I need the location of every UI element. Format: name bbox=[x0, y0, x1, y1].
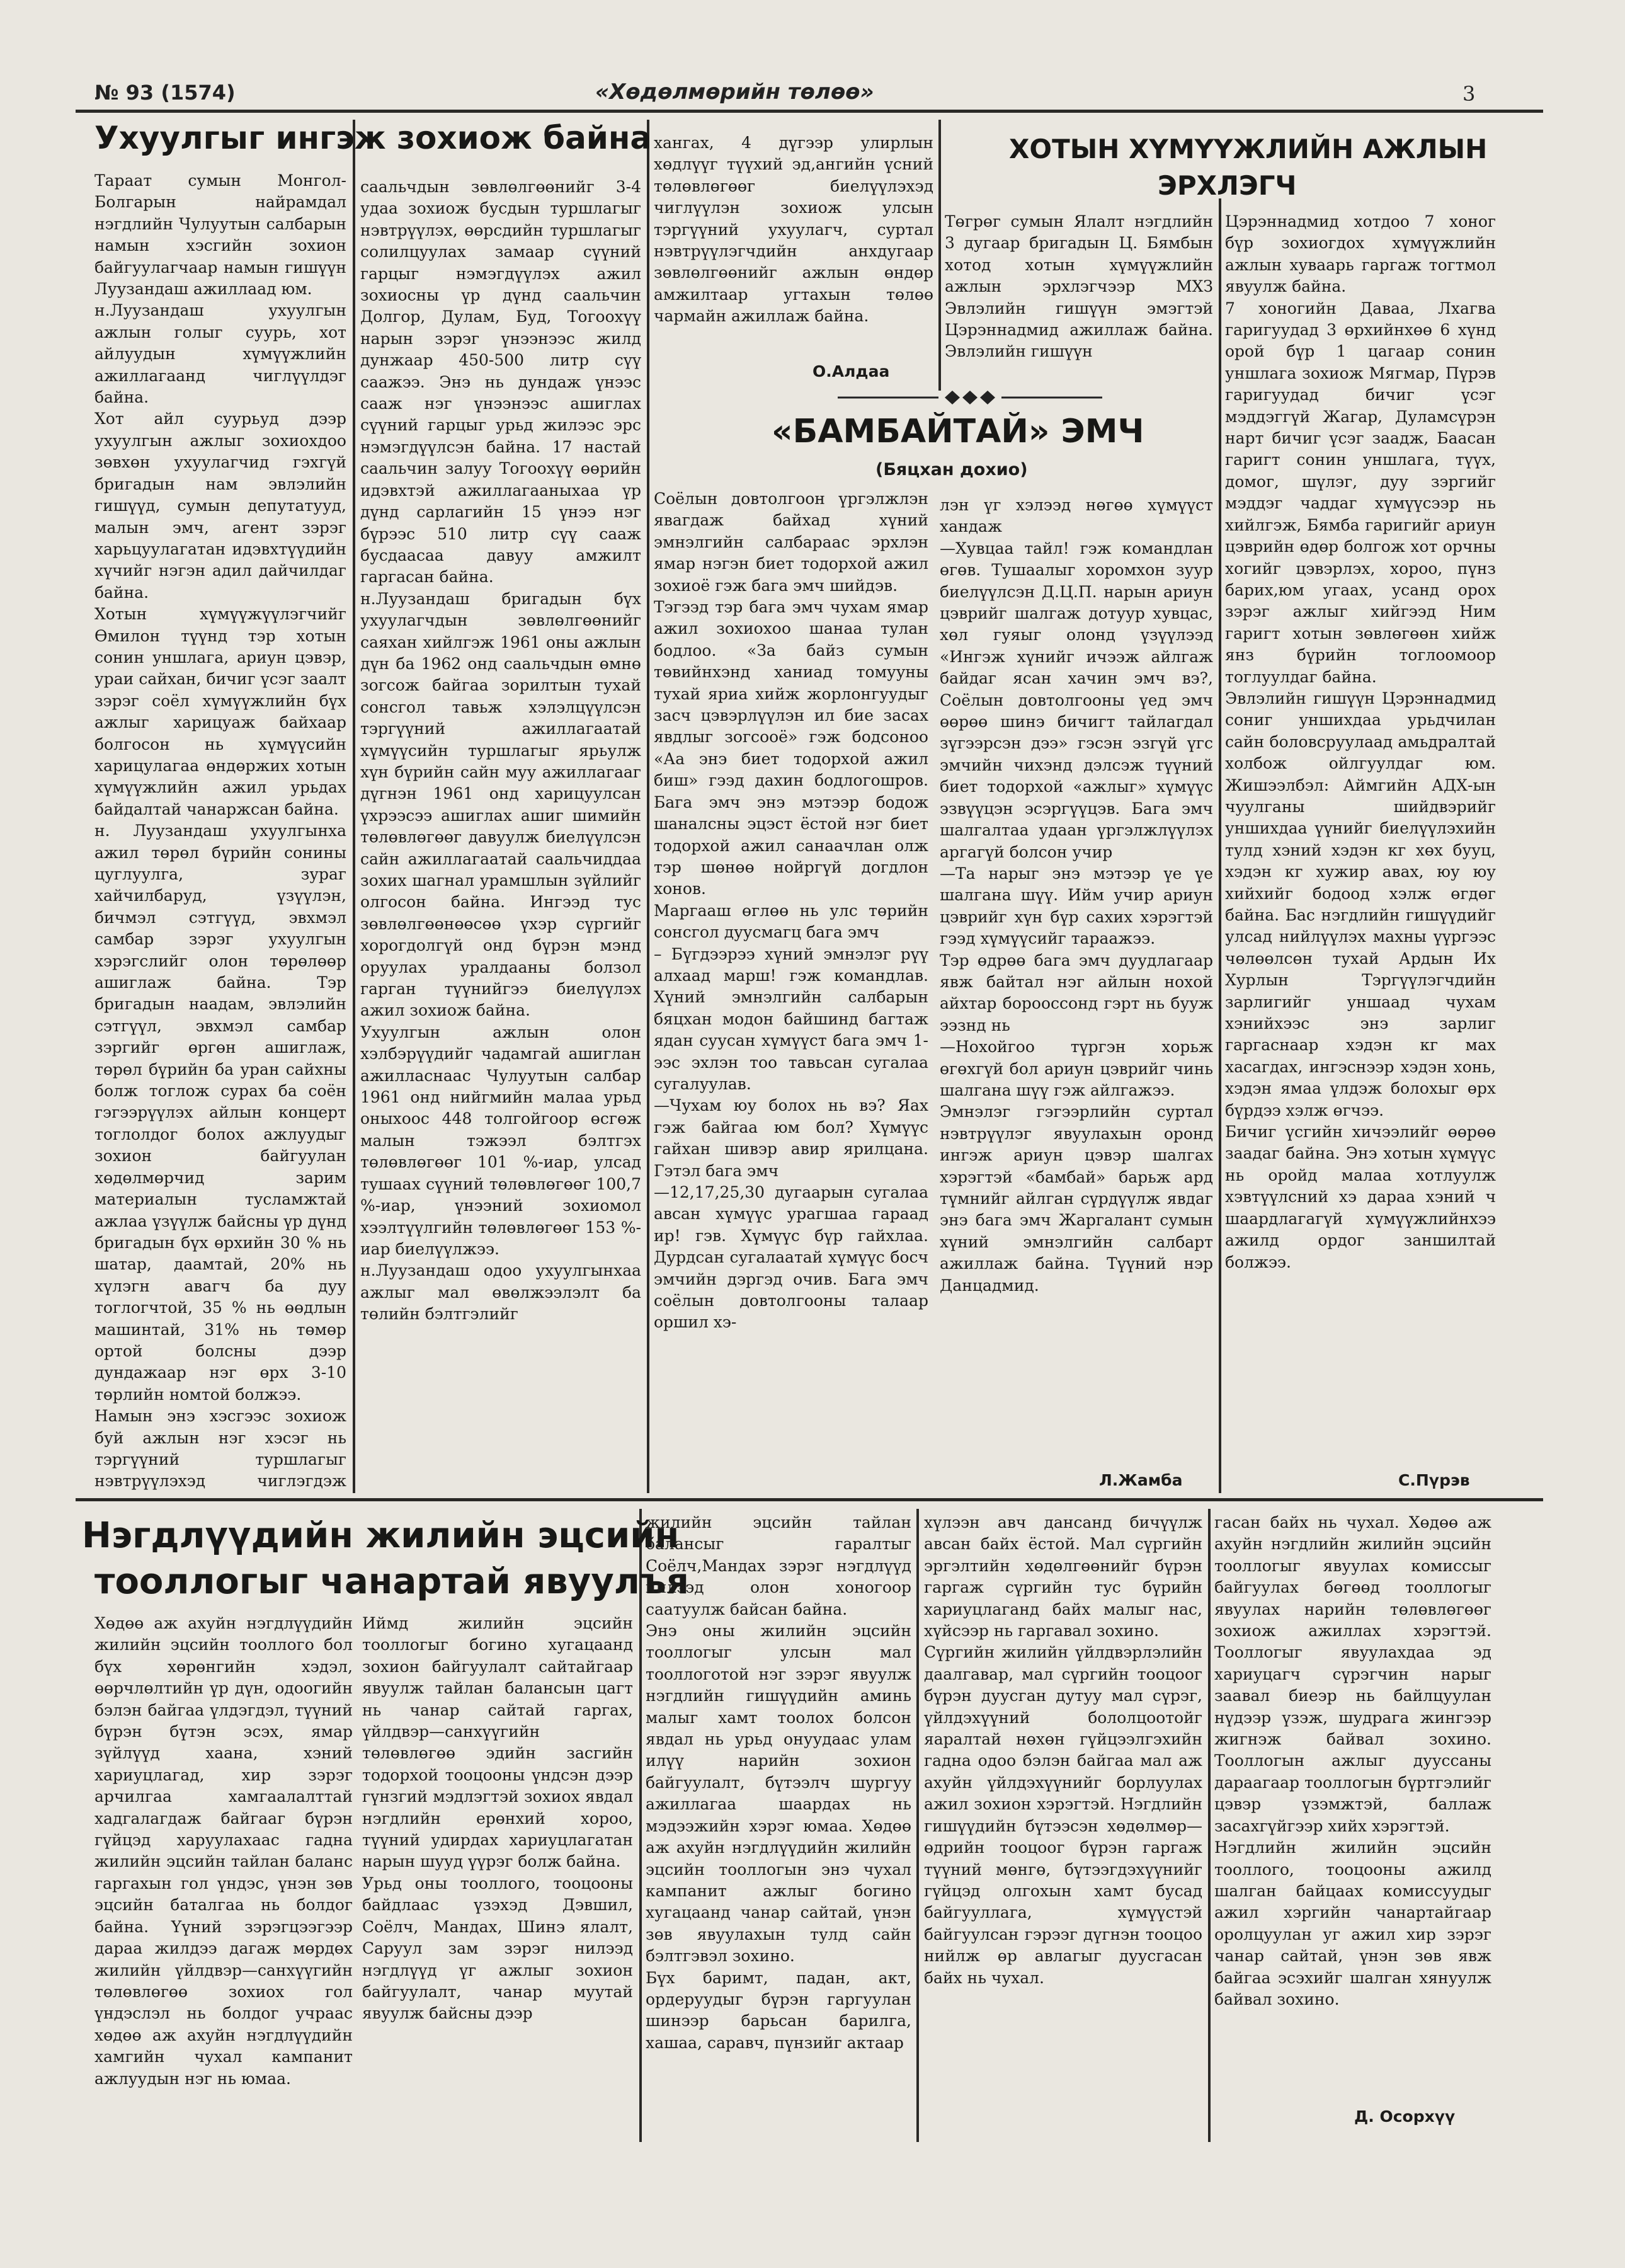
article-headline: ХОТЫН ХҮМҮҮЖЛИЙН АЖЛЫН bbox=[1009, 134, 1488, 164]
article-subhead: (Бяцхан дохио) bbox=[875, 460, 1028, 479]
article-signature: Д. Осорхүү bbox=[1354, 2107, 1456, 2126]
column-rule bbox=[1208, 1509, 1211, 2142]
article-text: Төгрөг сумын Ялалт нэгдлийн 3 дугаар бригадын Ц. Бямбын хотод хотын хүмүүжлийн ажлын эрхлэгчээр МХЗ Эвлэлийн гишүүн эмэгтэй Цэрэннадмид ажиллаж байна. Эвлэлийн гишүүн bbox=[945, 212, 1213, 361]
article-signature: О.Алдаа bbox=[812, 362, 890, 381]
section-rule bbox=[76, 1498, 1543, 1501]
article-text: саальчдын зөвлөлгөөнийг 3-4 удаа зохиож бусдын туршлагыг нэвтрүүлэх, өөрсдийн туршлагыг солилцуулах замаар сүүний гарцыг нэмэгдүүлэх ажил зохиосны үр дүнд саальчин Долгор, Дулам, Буд, Тогоохүү нарын зэрэг үнээнээс жилд дунжаар 450-500 литр сүү саажээ. Энэ нь дундаж үнээс сааж нэг үнээнээс ашиглах сүүний гарцыг урьд жилээс эрс нэмэгдүүлсэн байна. 17 настай саальчин залуу Тогоохүү өөрийн идэвхтэй ажиллагааныхаа үр дүнд сарлагийн 15 үнээ нэг бүрээс 510 литр сүү сааж бусдаасаа давуу амжилт гаргасан байна. н.Луузандаш бригадын бүх ухуулагчдын зөвлөлгөөнийг саяхан хийлгэж 1961 оны ажлын дүн ба 1962 онд саальчдын өмнө зогсож байгаа зорилтын тухай сонсгол тавьж хэлэлцүүлсэн тэргүүний ажиллагаатай хүмүүсийн туршлагыг ярьулж хүн бүрийн сайн муу ажиллагааг дүгнэн 1961 онд харицуулсан үхрээсээ ашиглах ашиг шимийн төлөвлөгөөг давуулж биелүүлсэн сайн ажиллагаатай саальчиддаа зохих шагнал урамшлын зүйлийг олгосон байна. Ингээд тус зөвлөлгөөнөөсөө үхэр сүргийг хорогдолгүй онд бүрэн мэнд оруулах уралдааны болзол гарган түүнийгээ биелүүлэх ажил зохиож байна. Ухуулгын ажлын олон хэлбэрүүдийг чадамгай ашиглан ажилласнаас Чулуутын салбар 1961 онд нийгмийн малаа урьд оныхоос 448 толгойгоор өсгөж малын тэжээл бэлтгэх төлөвлөгөөг 101 %-иар, улсад тушаах сүүний төлөвлөгөөг 100,7 %-иар, үнээний зохиомол хээлтүүлгийн төлөвлөгөөг 153 %-иар биелүүлжээ. н.Луузандаш одоо ухуулгынхаа ажлыг мал өвөлжээлэлт ба төлийн бэлтгэлийг bbox=[360, 178, 641, 1324]
article-text: Иймд жилийн эцсийн тооллогыг богино хугацаанд зохион байгуулалт сайтайгаар явуулж тайлан балансын цагт нь чанар сайтай гаргах, үйлдвэр—санхүүгийн төлөвлөгөө эдийн засгийн тодорхой тооцооны үндсэн дээр гүнзгий мэдлэгтэй зохиох явдал нэгдлийн ерөнхий хороо, түүний удирдах хариуцлагатан нарын шууд үүрэг болж байна. Урьд оны тооллого, тооцооны байдлаас үзэхэд Дэвшил, Соёлч, Мандах, Шинэ ялалт, Саруул зам зэрэг нилээд нэгдлүүд үг ажлыг зохион байгуулалт, чанар муутай явуулж байсны дээр bbox=[362, 1614, 633, 2023]
article-headline: ЭРХЛЭГЧ bbox=[1158, 170, 1297, 201]
page-number: 3 bbox=[1462, 82, 1476, 106]
article-signature: С.Пүрэв bbox=[1398, 1471, 1470, 1489]
article-signature: Л.Жамба bbox=[1099, 1471, 1183, 1489]
article-text: Тараат сумын Монгол-Болгарын найрамдал нэгдлийн Чулуутын салбарын намын хэсгийн зохион байгуулагчаар намын гишүүн Луузандаш ажиллаад юм. н.Луузандаш ухуулгын ажлын голыг суурь, хот айлуудын хүмүүжлийн ажиллагаанд чиглүүлдэг байна. Хот айл суурьуд дээр ухуулгын ажлыг зохиохдоо зөвхөн ухуулагчид гэхгүй бригадын нам эвлэлийн гишүүд, сумын депутатууд, малын эмч, агент зэрэг харьцуулагатан идэвхтүүдийн хүчийг нэгэн адил дайчилдаг байна. Хотын хүмүүжүүлэгчийг Өмилон түүнд тэр хотын сонин уншлага, ариун цэвэр, ураи сайхан, бичиг үсэг заалт зэрэг соёл хүмүүжлийн бүх ажлыг харицуаж байхаар болгосон нь хүмүүсийн харицулагаа өндөржих хотын хүмүүжлийн ажил урьдах байдалтай чанаржсан байна. н. Луузандаш ухуулгынха ажил төрөл бүрийн сонины цуглуулга, зураг хайчилбаруд, үзүүлэн, бичмэл сэтгүүд, эвхмэл самбар зэрэг ухуулгын хэрэгслийг олон төрөлөөр ашиглаж байна. Тэр бригадын наадам, эвлэлийн сэтгүүл, эвхмэл самбар зэргийг өргөн ашиглаж, төрөл бүрийн ба уран сайхны болж тоглож сурах ба соён гэгээрүүлэх айлын концерт тоглолдог болох ажлуудыг зохион байгуулан хөдөлмөрчид зарим материалын тусламжтай ажлаа үзүүлж байсны үр дүнд бригадын бүх өрхийн 30 % нь шатар, даамтай, 20% нь хүлэгн авагч ба дуу тоглогчтой, 35 % нь өөдлын машинтай, 31% нь төмөр ортой болсны дээр дундажаар нэг өрх 3-10 төрлийн номтой болжээ. Намын энэ хэсгээс зохиож буй ажлын нэг хэсэг нь тэргүүний туршлагыг нэвтрүүлэхэд чиглэгдэж bbox=[94, 171, 346, 1490]
article-text: Соёлын довтолгоон үргэлжлэн явагдаж байхад хүний эмнэлгийн салбараас эрхлэн ямар нэгэн биет тодорхой ажил зохиоё гэж бага эмч шийдэв. Тэгээд тэр бага эмч чухам ямар ажил зохиохоо шанаа тулан бодлоо. «За байз сумын төвийнхэнд ханиад томууны тухай яриа хийж жорлонгуудыг засч цэвэрлүүлэн ил бие засах явдлыг зогсооё» гэж бодсоноо «Аа энэ биет тодорхой ажил биш» гээд дахин бодлогошров. Бага эмч энэ мэтээр бодож шаналсны эцэст ёстой нэг биет тодорхой ажил санаачлан олж тэр шөнөө нойргүй догдлон хонов. Маргааш өглөө нь улс төрийн сонсгол дуусмагц бага эмч – Бүгдээрээ хүний эмнэлэг рүү алхаад марш! гэж командлав. Хүний эмнэлгийн салбарын бяцхан модон байшинд багтаж ядан суусан хүмүүст бага эмч 1-ээс эхлэн тоо тавьсан сугалаа сугалуулав. —Чухам юу болох нь вэ? Яах гэж байгаа юм бол? Хүмүүс гайхан шивэр авир ярилцана. Гэтэл бага эмч —12,17,25,30 дугаарын сугалаа авсан хүмүүс урагшаа гараад ир! гэв. Хүмүүс бүр гайхлаа. Дурдсан сугалаатай хүмүүс босч эмчийн дэргэд очив. Бага эмч соёлын довтолгооны талаар оршил хэ- bbox=[654, 490, 928, 1332]
article-text: Хөдөө аж ахуйн нэгдлүүдийн жилийн эцсийн тооллого бол бүх хөрөнгийн хэдэл, өөрчлөлтийн үр дүн, одоогийн бэлэн байгаа үлдэгдэл, түүний бүрэн бүтэн эсэх, ямар зүйлүүд хаана, хэний хариуцлагад, хир зэрэг арчилгаа хамгаалалттай хадгалагдаж байгааг бүрэн гүйцэд харуулахаас гадна жилийн эцсийн тайлан баланс гаргахын гол үндэс, үнэн зөв эцсийн баталгаа нь болдог байна. Үүний зэрэгцээгээр дараа жилдээ дагаж мөрдөх жилийн үйлдвэр—санхүүгийн төлөвлөгөө зохиох гол үндэслэл нь болдог учраас хөдөө аж ахуйн нэгдлүүдийн хамгийн чухал кампанит ажлуудын нэг нь юмаа. bbox=[94, 1614, 353, 2088]
article-headline: Нэгдлүүдийн жилийн эцсийн bbox=[82, 1515, 680, 1556]
article-text: гасан байх нь чухал. Хөдөө аж ахуйн нэгдлийн жилийн эцсийн тооллогыг явуулах комиссыг байгуулах бөгөөд тооллогыг явуулах нарийн төлөвлөгөөг зохиож ажиллах хэрэгтэй. Тооллогыг явуулахдаа эд хариуцагч сүрэгчин нарыг заавал биеэр нь байлцуулан нүдээр үзэж, шудрага жингээр жигнэж байвал зохино. Тооллогын ажлыг дууссаны дараагаар тооллогын бүртгэлийг цэвэр үзэмжтэй, баллаж засахгүйгээр хийх хэрэгтэй. Нэгдлийн жилийн эцсийн тооллого, тооцооны ажилд шалган байцаах комиссуудыг ажил хэргийн чанартайгаар оролцуулан уг ажил хир зэрэг чанар сайтай, үнэн зөв явж байгаа эсэхийг шалган хянуулж байвал зохино. bbox=[1214, 1513, 1491, 2008]
article-headline: тооллогыг чанартай явуулъя bbox=[94, 1561, 689, 1602]
header-rule bbox=[76, 110, 1543, 113]
ornament-divider bbox=[838, 386, 1102, 410]
article-text: лэн үг хэлээд нөгөө хүмүүст хандаж —Хувцаа тайл! гэж командлан өгөв. Тушаалыг хоромхон зуур биелүүлсэн Д.Ц.П. нарын ариун цэврийг шалгаж дотуур хувцас, хөл гуяыг олонд үзүүлээд «Ингэж хүнийг ичээж айлгаж байдаг ясан хачин эмч вэ?, Соёлын довтолгооны үед эмч өөрөө шинэ бичигт тайлагдал зүгээрсэн дээ» гэсэн эзгүй үгс эмчийн чихэнд дэлсэж түүний биет тодорхой «ажлыг» хүмүүс эзвүүцэн эсэргүүцэв. Бага эмч шалгалтаа удаан үргэлжлүүлэх аргагүй болсон учир —Та нарыг энэ мэтээр үе үе шалгана шүү. Ийм учир ариун цэврийг хүн бүр сахих хэрэгтэй гээд хүмүүсийг тараажээ. Тэр өдрөө бага эмч дуудлагаар явж байтал нэг айлын нохой айхтар борооссонд гэрт нь бууж ээзнд нь —Нохойгоо түргэн хорьж өгөхгүй бол ариун цэврийг чинь шалгана шүү гэж айлгажээ. Эмнэлэг гэгээрлийн суртал нэвтрүүлэг явуулахын оронд ингэж ариун цэвэр шалгах хэрэгтэй «бамбай» барьж ард түмнийг айлган сүрдүүлж явдаг энэ бага эмч Жаргалант сумын хүний эмнэлгийн салбарт ажиллаж байна. Түүний нэр Данцадмид. bbox=[940, 496, 1213, 1295]
article-text: хүлээн авч дансанд бичүүлж авсан байх ёстой. Мал сүргийн эргэлтийн хөдөлгөөнийг бүрэн гаргаж сүргийн тус бүрийн хариуцлаганд байх малыг нас, хүйсээр нь гаргавал зохино. Сүргийн жилийн үйлдвэрлэлийн даалгавар, мал сүргийн тооцоог бүрэн дуусган дутуу мал сүрэг, үйлдэхүүний бололцоотойг яаралтай нөхөн гүйцээлгэхийн гадна одоо бэлэн байгаа мал аж ахуйн үйлдэхүүнийг борлуулах ажил зохион хэрэгтэй. Нэгдлийн гишүүдийн бүтээсэн хөдөлмөр—өдрийн тооцоог бүрэн гаргаж түүний мөнгө, бүтээгдэхүүнийг гүйцэд олгохын хамт бусад байгууллага, хүмүүстэй байгуулсан гэрээг дүгнэн тооцоо нийлж өр авлагыг дуусгасан байх нь чухал. bbox=[924, 1513, 1202, 1987]
article-text: жилийн эцсийн тайлан балансыг гаралтыг Соёлч,Мандах зэрэг нэгдлүүд нилээд олон хоногоор саатуулж байсан байна. Энэ оны жилийн эцсийн тооллогыг улсын мал тооллоготой нэг зэрэг явуулж нэгдлийн гишүүдийн аминь малыг хамт тоолох болсон явдал нь урьд онуудаас улам илүү нарийн зохион байгуулалт, бүтээлч шургуу ажиллагаа шаардах нь мэдээжийн хэрэг юмаа. Хөдөө аж ахуйн нэгдлүүдийн жилийн эцсийн тооллогын энэ чухал кампанит ажлыг богино хугацаанд чанар сайтай, үнэн зөв явуулахын тулд сайн бэлтгэвэл зохино. Бүх баримт, падан, акт, ордеруудыг бүрэн гаргуулан шинээр барьсан барилга, хашаа, саравч, пүнзийг актаар bbox=[646, 1513, 911, 2052]
column-rule bbox=[647, 120, 649, 1493]
article-text: хангах, 4 дүгээр улирлын хөдлүүг түүхий эд,ангийн үсний төлөвлөгөөг биелүүлэхэд чиглүүлэн зохиож улсын тэргүүний ухуулагч, суртал нэвтрүүлэгчдийн анхдугаар зөвлөлгөөнийг ажлын өндөр амжилтаар угтахын төлөө чармайн ажиллаж байна. bbox=[654, 134, 933, 326]
column-rule bbox=[1219, 198, 1221, 1493]
column-rule bbox=[916, 1509, 919, 2142]
article-headline: Ухуулгыг ингэж зохиож байна bbox=[94, 120, 652, 156]
column-rule bbox=[938, 120, 941, 391]
article-text: Цэрэннадмид хотдоо 7 хоног бүр зохиогдох хүмүүжлийн ажлын хуваарь гаргаж тогтмол явуулж байна. 7 хоногийн Даваа, Лхагва гаригуудад 3 өрхийнхөө 6 хүнд орой бүр 1 цагаар сонин уншлага зохиож Мягмар, Пүрэв гаригуудад бичиг үсэг мэддэггүй Жагар, Дуламсүрэн нарт бичиг үсэг заадж, Баасан гаригт сонин уншлага, түүх, домог, шүлэг, дуу зэргийг мэддэг чаддаг хүмүүсээр нь хийлгэж, Бямба гаригийг ариун цэврийн өдөр болгож хот орчны хогийг цэвэрлэх, хороо, пүнз барих,юм угаах, усанд орох зэрэг ажлыг хийгээд Ним гаригт хотын зөвлөгөөн хийж янз бүрийн тоглоомоор тоглуулдаг байна. Эвлэлийн гишүүн Цэрэннадмид сониг уншихдаа урьдчилан сайн боловсруулаад амьдралтай холбож ойлгуулдаг юм. Жишээлбэл: Аймгийн АДХ-ын чуулганы шийдвэрийг уншихдаа үүнийг биелүүлэхийн тулд хэний хэдэн кг хөх бууц, хэдэн кг хужир авах, юу юу хийхийг бодоод хэлж өгдөг байна. Бас нэгдлийн гишүүдийг улсад нийлүүлэх махны үүргээс чөлөөлсөн тухай Ардын Их Хурлын Тэргүүлэгчдийн зарлигийг уншаад чухам хэнийхээс энэ зарлиг гаргаснаар хэдэн кг мах хасагдах, ингэснээр хэдэн хонь, хэдэн ямаа үлдэж болохыг өрх бүрдээ хэлж өгчээ. Бичиг үсгийн хичээлийг өөрөө заадаг байна. Энэ хотын хүмүүс нь оройд малаа хотлуулж хэвтүүлсний хэ дараа хэний ч шаардлагагүй хүмүүжлийнхээ ажилд ордог заншилтай болжээ. bbox=[1225, 212, 1496, 1271]
issue-number: № 93 (1574) bbox=[94, 81, 236, 105]
article-headline: «БАМБАЙТАЙ» ЭМЧ bbox=[772, 413, 1144, 450]
column-rule bbox=[639, 1509, 642, 2142]
newspaper-title: «Хөдөлмөрийн төлөө» bbox=[595, 79, 874, 105]
column-rule bbox=[353, 120, 355, 1493]
